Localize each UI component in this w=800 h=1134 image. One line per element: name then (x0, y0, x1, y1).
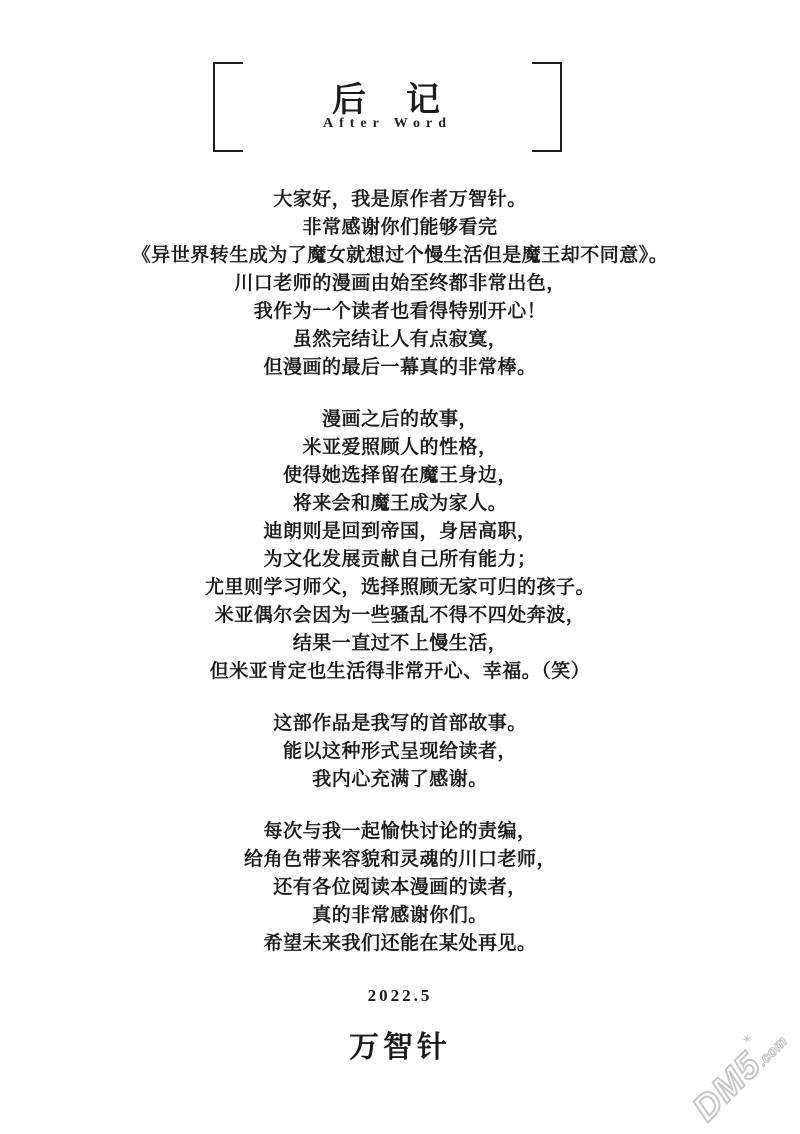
body-text-line: 川口老师的漫画由始至终都非常出色， (234, 273, 566, 294)
body-text-line: 米亚偶尔会因为一些骚乱不得不四处奔波， (214, 605, 586, 626)
body-text-line: 希望未来我们还能在某处再见。 (263, 933, 537, 954)
body-text-line: 迪朗则是回到帝国，身居高职， (263, 521, 537, 542)
afterword-header (213, 62, 562, 152)
body-text-line: 这部作品是我写的首部故事。 (273, 713, 527, 734)
body-text-line: 我内心充满了感谢。 (312, 769, 488, 790)
body-text-line: 大家好，我是原作者万智针。 (273, 189, 527, 210)
body-text-line: 我作为一个读者也看得特别开心！ (253, 301, 547, 322)
body-text-line: 但漫画的最后一幕真的非常棒。 (263, 357, 537, 378)
body-text-line: 非常感谢你们能够看完 (302, 217, 498, 238)
body-text-line: 虽然完结让人有点寂寞， (292, 329, 508, 350)
body-text-line: 能以这种形式呈现给读者， (282, 741, 517, 762)
author-signature: 万智针 (349, 1031, 451, 1064)
afterword-body (0, 186, 800, 958)
page-subtitle: After Word (322, 116, 453, 131)
body-text-line: 但米亚肯定也生活得非常开心、幸福。（笑） (209, 661, 591, 682)
body-text-line: 《异世界转生成为了魔女就想过个慢生活但是魔王却不同意》。 (131, 245, 669, 266)
body-text-line: 还有各位阅读本漫画的读者， (273, 877, 527, 898)
body-text-line (0, 382, 800, 406)
dm5-watermark-text: DM5 (684, 1043, 769, 1129)
body-text-line: 尤里则学习师父，选择照顾无家可归的孩子。 (204, 577, 595, 598)
page-title: 后 记 (332, 82, 443, 119)
date-text: 2022.5 (367, 986, 433, 1005)
body-text-line: 米亚爱照顾人的性格， (302, 437, 498, 458)
body-text-line: 每次与我一起愉快讨论的责编， (263, 821, 537, 842)
body-text-line: 漫画之后的故事， (321, 409, 478, 430)
body-text-line: 结果一直过不上慢生活， (292, 633, 508, 654)
dm5-watermark-suffix: .com (754, 1033, 791, 1070)
body-text-line: 将来会和魔王成为家人。 (292, 493, 508, 514)
body-text-line: 为文化发展贡献自己所有能力； (263, 549, 537, 570)
body-text-line: 真的非常感谢你们。 (312, 905, 488, 926)
body-text-line: 给角色带来容貌和灵魂的川口老师， (243, 849, 556, 870)
body-text-line (0, 686, 800, 710)
body-text-line: 使得她选择留在魔王身边， (282, 465, 517, 486)
body-text-line (0, 794, 800, 818)
watermark-mascot-icon: ✶ (737, 1029, 757, 1048)
